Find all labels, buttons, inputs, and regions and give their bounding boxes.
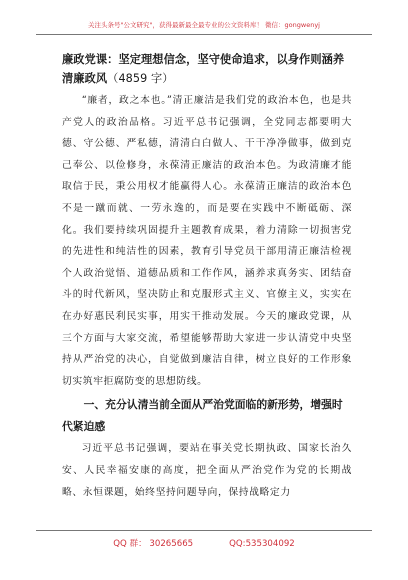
page-footer [36, 530, 372, 560]
footer-qq: QQ:535304092 [229, 539, 295, 549]
header-promo-text: 关注头条号"公文研究"，获得最新最全最专业的公文资料库！ 微信：gongwenyj [88, 21, 320, 29]
header-divider [36, 34, 372, 35]
intro-paragraph: “廉者，政之本也。”清正廉洁是我们党的政治本色，也是共产党人的政治品格。习近平总书记强调，全党同志都要明大德、守公德、严私德，清清白白做人、干干净净做事，做到克己奉公、以俭修身，永葆清正廉洁的政治本色。为政清廉才能取信于民，秉公用权才能赢得人心。永葆清正廉洁的政治本色不是一蹴而就、一劳永逸的，而是要在实践中不断砥砺、深化。我们要持续巩固提升主题教育成果，着力清除一切损害党的先进性和纯洁性的因素，教育引导党员干部用清正廉洁检视个人政治觉悟、道德品质和工作作风，涵养求真务实、团结奋斗的时代新风，坚决防止和克服形式主义、官僚主义，实实在在办好惠民利民实事，用实干推动发展。今天的廉政党课，从三个方面与大家交流，希望能够帮助大家进一步认清党中央坚持从严治党的决心，自觉做到廉洁自律，树立良好的工作形象切实筑牢拒腐防变的思想防线。 [62, 95, 352, 387]
document-title [62, 50, 352, 88]
page-header [36, 10, 372, 36]
section-one-paragraph: 习近平总书记强调，要站在事关党长期执政、国家长治久安、人民幸福安康的高度，把全面从严治党作为党的长期战略、永恒课题，始终坚持问题导向，保持战略定力 [62, 443, 352, 498]
footer-qq-group: QQ 群： 30265665 [113, 539, 194, 549]
footer-contact [36, 537, 372, 549]
word-count: （4859 字） [107, 72, 174, 85]
footer-divider [36, 530, 372, 531]
section-heading-one: 一、充分认清当前全面从严治党面临的新形势，增强时代紧迫感 [62, 398, 343, 434]
title-text: 廉政党课：坚定理想信念，坚守使命追求，以身作则涵养清廉政风 [62, 53, 345, 85]
document-body [62, 50, 352, 530]
